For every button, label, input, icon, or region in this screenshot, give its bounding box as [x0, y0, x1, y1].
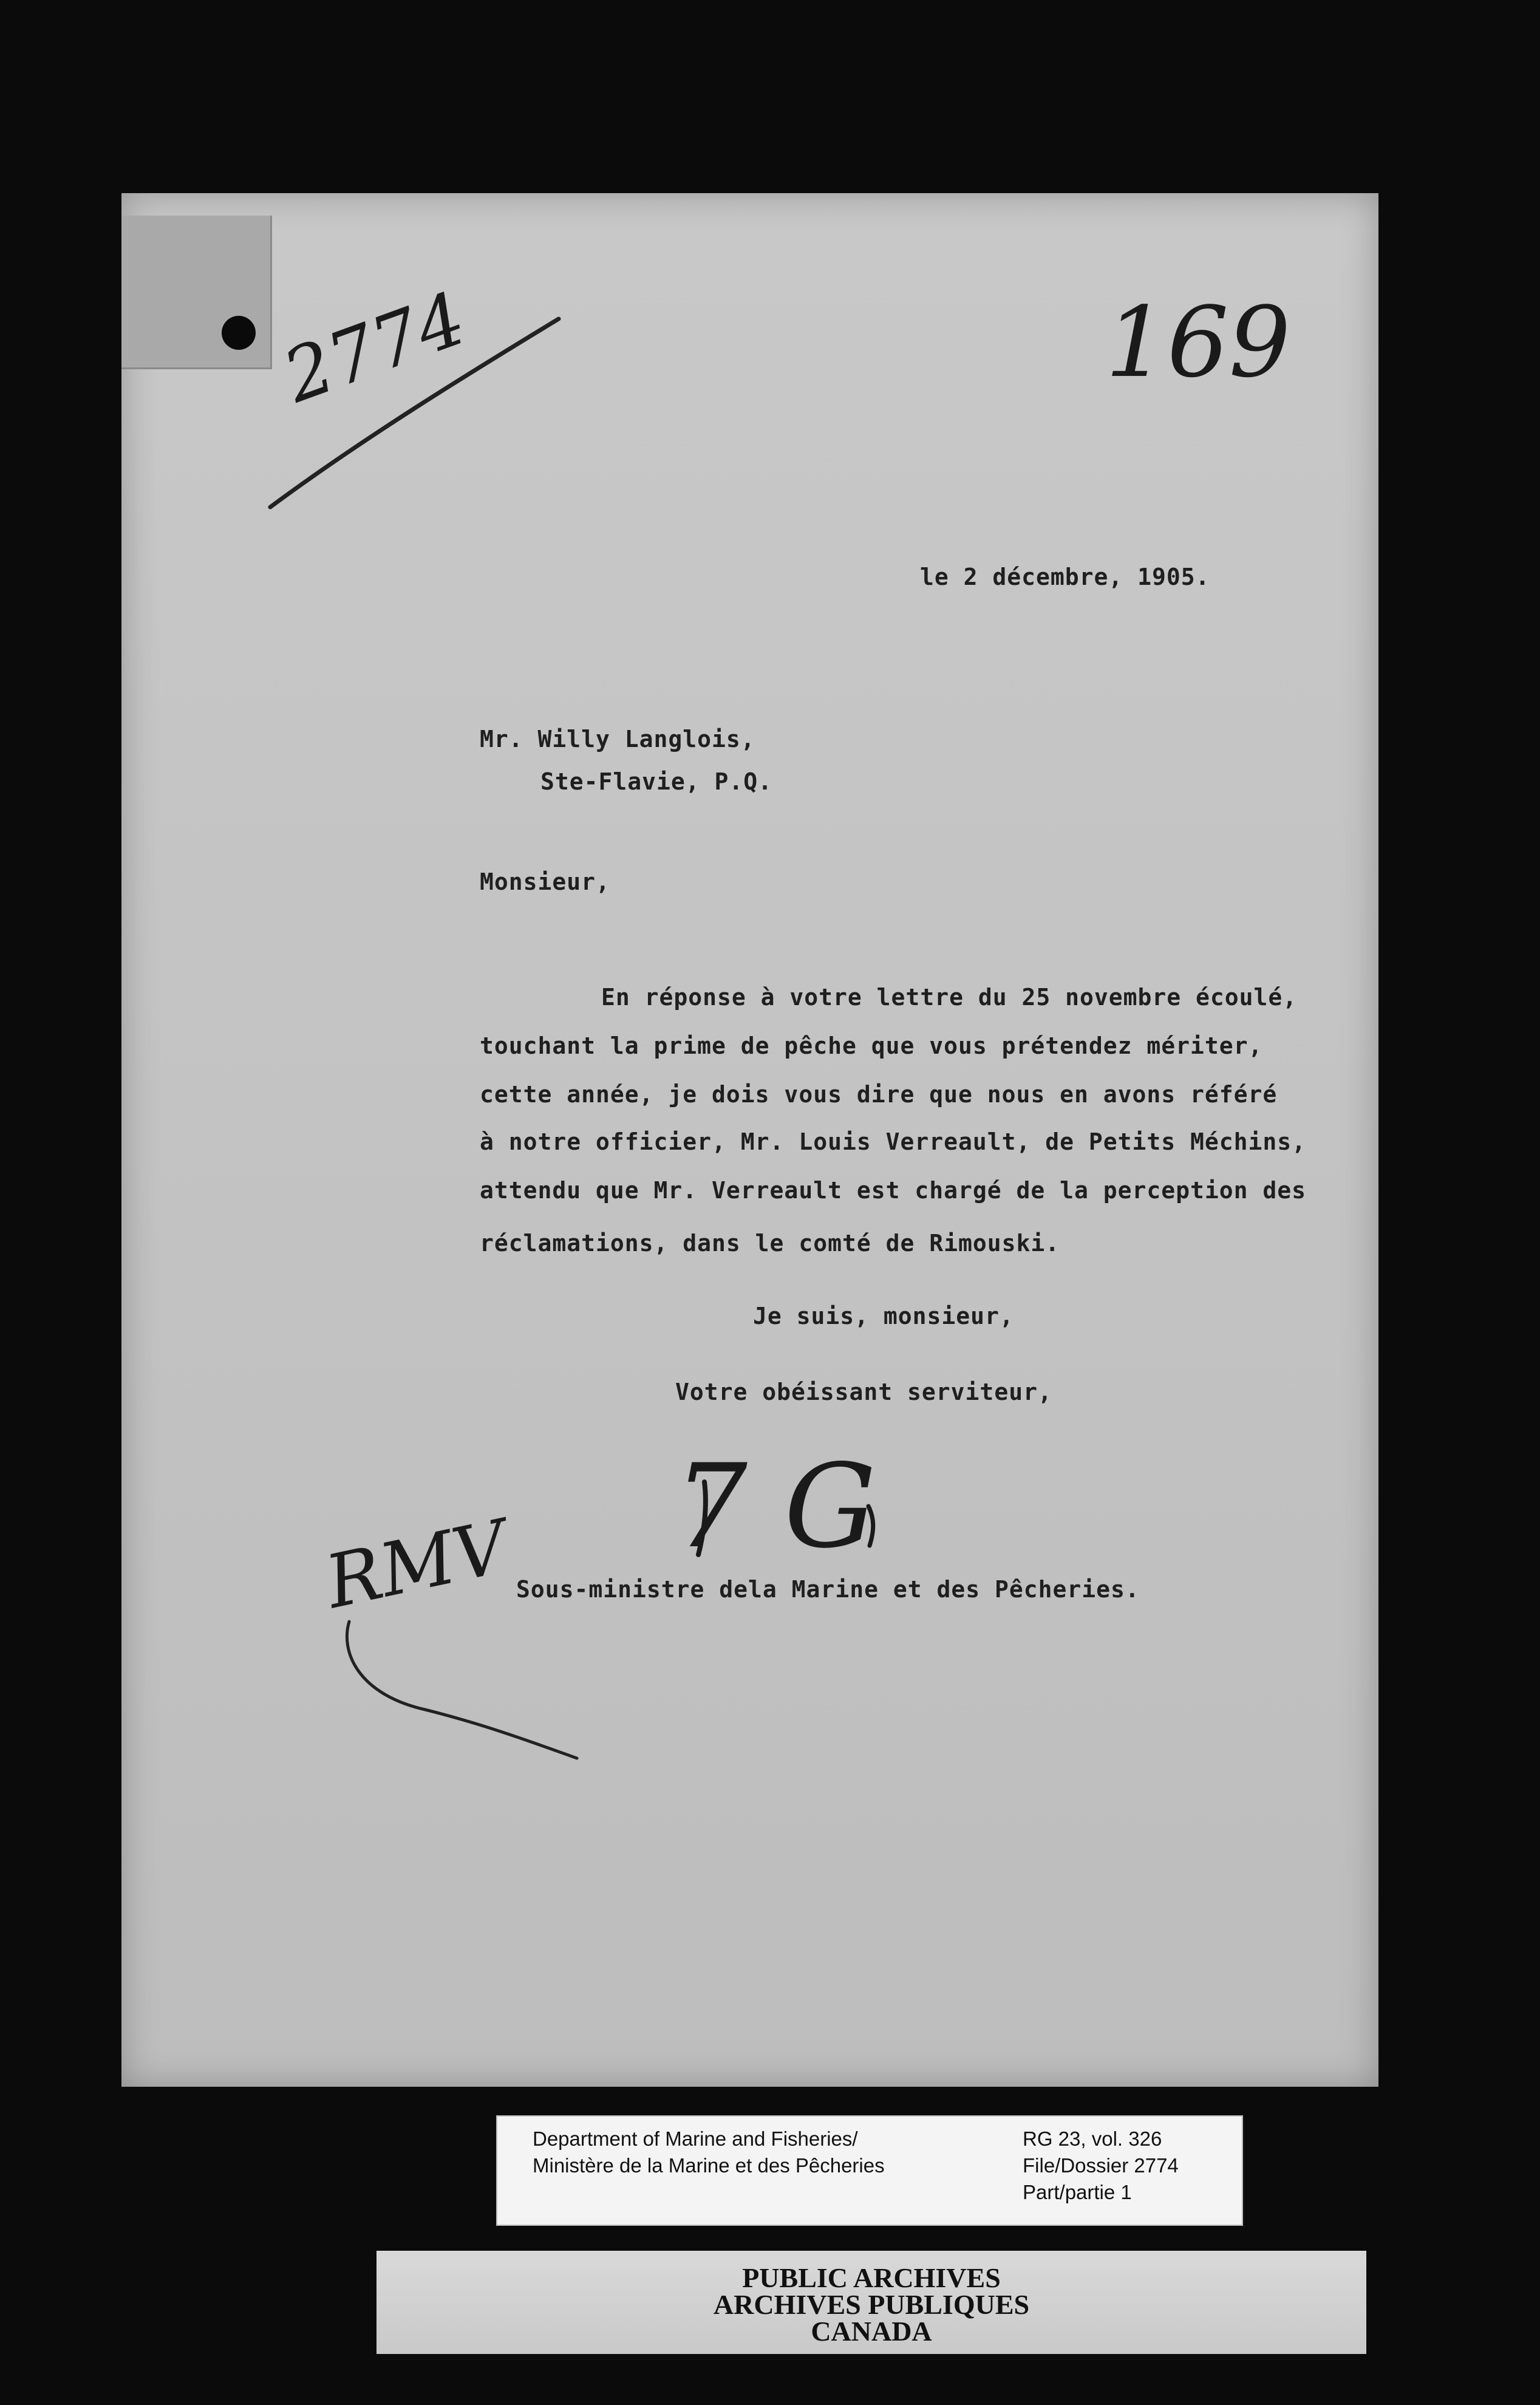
archive-reference-label	[496, 2115, 1243, 2226]
signature: 7 G	[674, 1439, 877, 1574]
recipient-name: Mr. Willy Langlois,	[480, 726, 755, 752]
body-line: à notre officier, Mr. Louis Verreault, de Petits Méchins,	[480, 1128, 1307, 1155]
record-group-volume: RG 23, vol. 326	[1023, 2127, 1162, 2150]
department-en: Department of Marine and Fisheries/	[533, 2127, 858, 2150]
department-fr: Ministère de la Marine et des Pêcheries	[533, 2154, 885, 2177]
body-line: touchant la prime de pêche que vous prétendez mériter,	[480, 1032, 1263, 1059]
initials: RMV	[319, 1504, 515, 1625]
archives-stamp-line-1: PUBLIC ARCHIVES	[742, 2262, 1001, 2293]
part-number: Part/partie 1	[1023, 2181, 1132, 2203]
file-annotation: 2774	[273, 276, 477, 420]
recipient-place: Ste-Flavie, P.Q.	[540, 768, 773, 795]
body-line: En réponse à votre lettre du 25 novembre écoulé,	[601, 984, 1298, 1011]
body-line: attendu que Mr. Verreault est chargé de la perception des	[480, 1177, 1307, 1204]
closing-line-2: Votre obéissant serviteur,	[675, 1379, 1052, 1405]
archives-stamp-line-2: ARCHIVES PUBLIQUES	[713, 2289, 1030, 2320]
folio-number: 169	[1105, 285, 1291, 399]
archives-stamp-line-3: CANADA	[811, 2316, 932, 2347]
archives-stamp	[376, 2251, 1366, 2354]
file-number: File/Dossier 2774	[1023, 2154, 1179, 2177]
salutation: Monsieur,	[480, 868, 610, 895]
body-line: réclamations, dans le comté de Rimouski.	[480, 1230, 1060, 1257]
signatory-title: Sous-ministre dela Marine et des Pêcheries.	[516, 1576, 1140, 1603]
letter-date: le 2 décembre, 1905.	[920, 564, 1210, 590]
body-line: cette année, je dois vous dire que nous en avons référé	[480, 1081, 1278, 1108]
closing-line-1: Je suis, monsieur,	[753, 1303, 1014, 1329]
